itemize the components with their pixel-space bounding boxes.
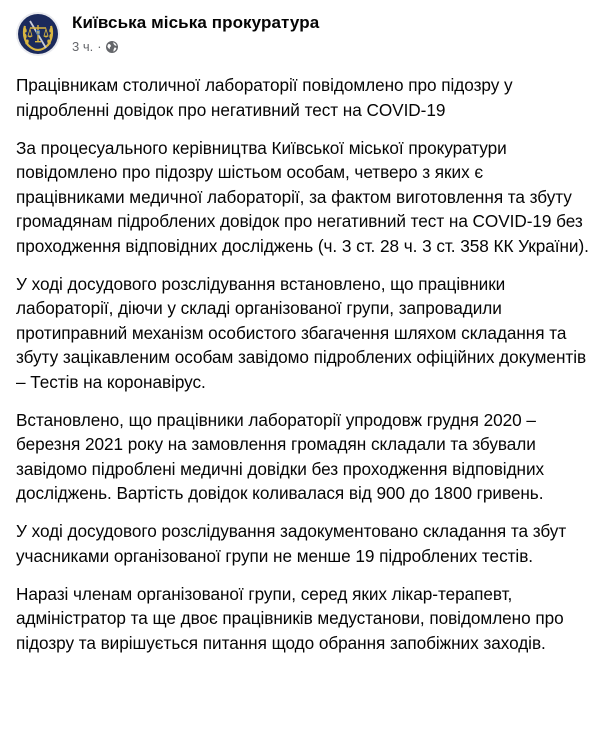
timestamp-link[interactable]: 3 ч. xyxy=(72,39,94,54)
globe-icon[interactable] xyxy=(106,41,118,53)
post-meta xyxy=(72,39,319,55)
page-name-link[interactable]: Київська міська прокуратура xyxy=(72,13,320,32)
post-paragraph: У ході досудового розслідування встановлено, що працівники лабораторії, діючи у складі організованої групи, запровадили протиправний механізм особистого збагачення шляхом складання та збуту зацікавленим особам завідомо підроблених офіційних документів – Тестів на коронавірус. xyxy=(16,273,587,392)
post-headline: Працівникам столичної лабораторії повідомлено про підозру у підробленні довідок про негативний тест на COVID-19 xyxy=(16,75,513,120)
post-paragraph: Наразі членам організованої групи, серед яких лікар-терапевт, адміністратор та ще двоє працівників медустанови, повідомлено про підозру та вирішується питання щодо обрання запобіжних заходів. xyxy=(16,583,564,653)
post-paragraph: Встановлено, що працівники лабораторії упродовж грудня 2020 – березня 2021 року на замовлення громадян складали та збували завідомо підроблені медичні довідки без проходження відповідних досліджень. Вартість довідок коливалася від 900 до 1800 гривень. xyxy=(16,409,545,503)
meta-separator: · xyxy=(97,39,102,54)
post-paragraph: За процесуального керівництва Київської міської прокуратури повідомлено про підозру шістьом особам, четверо з яких є працівниками медичної лабораторії, за фактом виготовлення та збуту громадянам підроблених довідок про негативний тест на COVID-19 без проходження відповідних досліджень (ч. 3 ст. 28 ч. 3 ст. 358 КК України). xyxy=(16,137,589,256)
post-paragraph: У ході досудового розслідування задокументовано складання та збут учасниками організованої групи не менше 19 підроблених тестів. xyxy=(16,521,567,566)
post-header xyxy=(16,12,319,56)
post-body xyxy=(16,73,596,669)
header-text xyxy=(72,13,319,55)
avatar[interactable] xyxy=(16,12,60,56)
prosecutor-emblem-icon xyxy=(16,12,60,56)
